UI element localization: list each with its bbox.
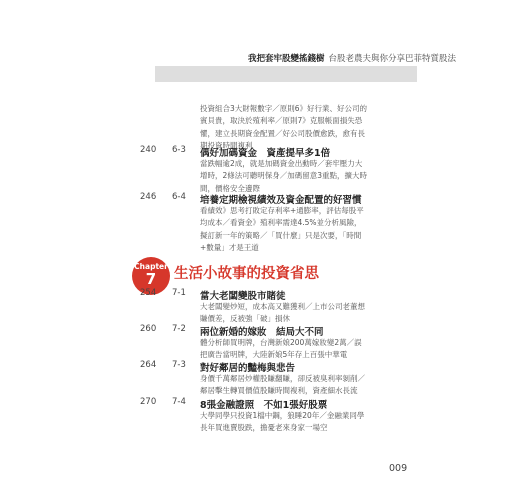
entry-title: 當大老闆變股市賭徒 — [200, 291, 286, 302]
entry-description: 大學同學只投資1檔中鋼，狼睡20年／金融業同學長年買進賣股跌，擔憂老來身家一場空 — [200, 411, 365, 433]
entry-page: 254 — [140, 288, 157, 298]
entry-page: 246 — [140, 192, 157, 202]
entry-description: 體分析師買明牌，台灣新娘200萬嫁妝變2萬／誤把廣告當明牌，大陸新娘5年存上百張中華電 — [200, 338, 362, 360]
entry-description: 當跌幅逾2成，就是加碼資金出動時／套牢壓力大增時，2條法可聽明保身／加碼留意3重點，擴大時間，價格安全邊際 — [200, 159, 368, 193]
book-subtitle: 台股老農夫與你分享巴菲特質股法 — [328, 54, 457, 64]
entry-title: 兩位新婚的嫁妝 結局大不同 — [200, 327, 324, 338]
entry-description: 身價千萬鄰居炒權股賺翻賺，卻反被臭利率剝削／鄰居擊生轉買價值股賺時間複利，資產細水長流 — [200, 374, 365, 396]
header-bar — [155, 66, 417, 82]
book-title: 我把套牢股變搖錢樹 — [248, 54, 325, 64]
entry-description: 看績效》思考打敗定存利率+通膨率，評估每股平均成本／看資金》殖利率需達4.5%並分析風險，擬訂新一年的策略／「買什麼」只是次要，「時間+數量」才是王道 — [200, 206, 364, 253]
entry-page: 240 — [140, 145, 157, 155]
entry-number: 7-3 — [172, 360, 186, 370]
chapter-number: 7 — [145, 270, 157, 288]
entry-number: 7-1 — [172, 288, 186, 298]
entry-number: 7-4 — [172, 397, 186, 407]
entry-number: 6-3 — [172, 145, 186, 155]
entry-description: 大老闆變炒短，成本高又難獲利／上市公司老董想賺價差，反被強「破」損休 — [200, 302, 365, 324]
entry-description: 投資組合3大財報數字／原則6》好行業、好公司的賓貝貴，取決於殖利率／原則7》克服帳面損失恐懼，建立長期資金配置／好公司股價愈跌，愈有長期投資時間複利 — [200, 104, 368, 151]
page-number: 009 — [389, 463, 408, 474]
entry-page: 270 — [140, 397, 157, 407]
entry-title: 培養定期檢視績效及資金配置的好習慣 — [200, 195, 362, 206]
entry-title: 偶好加碼資金 資產提早多1倍 — [200, 148, 331, 159]
entry-page: 264 — [140, 360, 157, 370]
entry-number: 6-4 — [172, 192, 186, 202]
entry-number: 7-2 — [172, 324, 186, 334]
entry-title: 對好鄰居的豔梅與悲告 — [200, 363, 296, 374]
chapter-title: 生活小故事的投資省思 — [174, 266, 319, 282]
chapter-word: Chapter — [134, 262, 168, 271]
running-header — [248, 52, 456, 64]
entry-page: 260 — [140, 324, 157, 334]
entry-title: 8張金融證照 不如1張好股票 — [200, 400, 328, 411]
